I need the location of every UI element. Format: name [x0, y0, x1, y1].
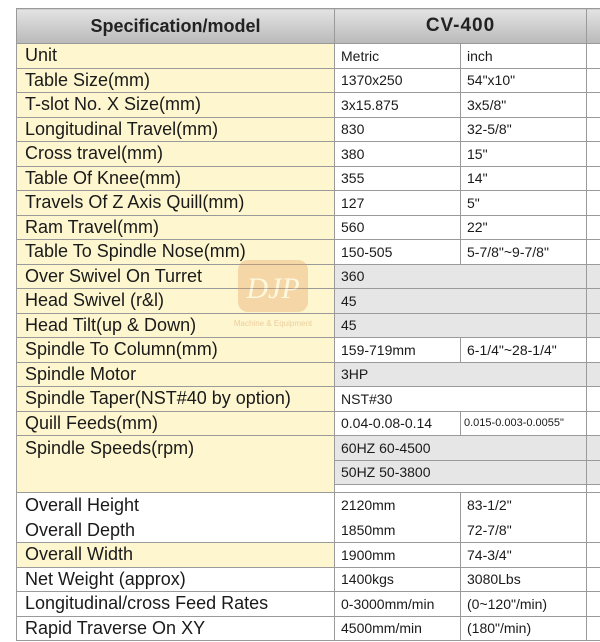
metric-value: 159-719mm [335, 338, 461, 363]
imperial-value: 3x5/8" [461, 93, 587, 118]
metric-value: 1370x250 [335, 68, 461, 93]
speed-50hz: 50HZ 50-3800 [335, 460, 587, 485]
row-label: Head Swivel (r&l) [17, 289, 335, 314]
row-label: Longitudinal Travel(mm) [17, 117, 335, 142]
row-label: Net Weight (approx) [17, 567, 335, 592]
row-label: Spindle Motor [17, 362, 335, 387]
table-row [17, 240, 600, 265]
metric-value: 830 [335, 117, 461, 142]
imperial-value: 72-7/8" [467, 521, 512, 538]
imperial-value: 54"x10" [461, 68, 587, 93]
imperial-value: 32-5/8" [461, 117, 587, 142]
row-label: Overall Depth [25, 519, 136, 540]
table-row [17, 68, 600, 93]
metric-value: 127 [335, 191, 461, 216]
row-label: Table Of Knee(mm) [17, 166, 335, 191]
table-row [17, 592, 600, 617]
table-row [17, 567, 600, 592]
metric-value: 1900mm [335, 543, 461, 568]
imperial-value: 5" [461, 191, 587, 216]
row-label: Ram Travel(mm) [17, 215, 335, 240]
table-row [17, 362, 600, 387]
spec-header: Specification/model [17, 9, 335, 44]
metric-value: 380 [335, 142, 461, 167]
row-label: Table To Spindle Nose(mm) [17, 240, 335, 265]
imperial-value: 14" [461, 166, 587, 191]
table-row-group [17, 493, 600, 543]
logo-caption: Machine & Equipment [233, 319, 313, 328]
row-label: T-slot No. X Size(mm) [17, 93, 335, 118]
table-row [17, 387, 600, 412]
metric-value: 1850mm [341, 521, 396, 538]
metric-value: 0.04-0.08-0.14 [335, 411, 461, 436]
imperial-value: 3080Lbs [461, 567, 587, 592]
table-row [17, 166, 600, 191]
table-row [17, 93, 600, 118]
row-label: Head Tilt(up & Down) [17, 313, 335, 338]
imperial-value: (0~120"/min) [461, 592, 587, 617]
table-row [17, 338, 600, 363]
combined-value: 360 [335, 264, 587, 289]
metric-value: Metric [335, 44, 461, 69]
metric-value: 150-505 [335, 240, 461, 265]
imperial-value: 6-1/4"~28-1/4" [461, 338, 587, 363]
metric-value: 1400kgs [335, 567, 461, 592]
logo-text: DJP [246, 272, 300, 305]
spec-sheet [16, 8, 600, 641]
row-label: Over Swivel On Turret [17, 264, 335, 289]
speed-60hz: 60HZ 60-4500 [335, 436, 587, 461]
table-row [17, 289, 600, 314]
row-label: Travels Of Z Axis Quill(mm) [17, 191, 335, 216]
table-row [17, 616, 600, 641]
table-row [17, 142, 600, 167]
imperial-value: 15" [461, 142, 587, 167]
row-label: Cross travel(mm) [17, 142, 335, 167]
row-label: Longitudinal/cross Feed Rates [17, 592, 335, 617]
table-row [17, 215, 600, 240]
imperial-value: 0.015-0.003-0.0055" [461, 411, 587, 436]
row-label: Spindle Speeds(rpm) [17, 436, 335, 493]
metric-value: 2120mm [341, 497, 396, 513]
table-row [17, 313, 600, 338]
metric-value: 3x15.875 [335, 93, 461, 118]
table-row [17, 264, 600, 289]
row-label: Quill Feeds(mm) [17, 411, 335, 436]
imperial-value: 74-3/4" [461, 543, 587, 568]
table-row [17, 543, 600, 568]
combined-value: 45 [335, 313, 587, 338]
row-label: Table Size(mm) [17, 68, 335, 93]
table-row [17, 411, 600, 436]
row-label: Unit [17, 44, 335, 69]
header-row [17, 9, 600, 44]
imperial-value: 22" [461, 215, 587, 240]
metric-value: 560 [335, 215, 461, 240]
row-label: Spindle Taper(NST#40 by option) [17, 387, 335, 412]
table-row [17, 436, 600, 461]
metric-value: 0-3000mm/min [335, 592, 461, 617]
row-label: Rapid Traverse On XY [17, 616, 335, 641]
spec-table [16, 8, 600, 641]
table-row [17, 117, 600, 142]
table-row [17, 44, 600, 69]
imperial-value: 5-7/8"~9-7/8" [461, 240, 587, 265]
metric-value: 4500mm/min [335, 616, 461, 641]
imperial-value: inch [461, 44, 587, 69]
metric-value: 355 [335, 166, 461, 191]
combined-value: 45 [335, 289, 587, 314]
imperial-value: 83-1/2" [467, 497, 512, 513]
table-row [17, 191, 600, 216]
combined-value: NST#30 [335, 387, 587, 412]
row-label: Overall Width [17, 543, 335, 568]
row-label: Spindle To Column(mm) [17, 338, 335, 363]
model-header: CV-400 [335, 9, 587, 44]
row-label: Overall Height [25, 495, 140, 515]
combined-value: 3HP [335, 362, 587, 387]
imperial-value: (180"/min) [461, 616, 587, 641]
